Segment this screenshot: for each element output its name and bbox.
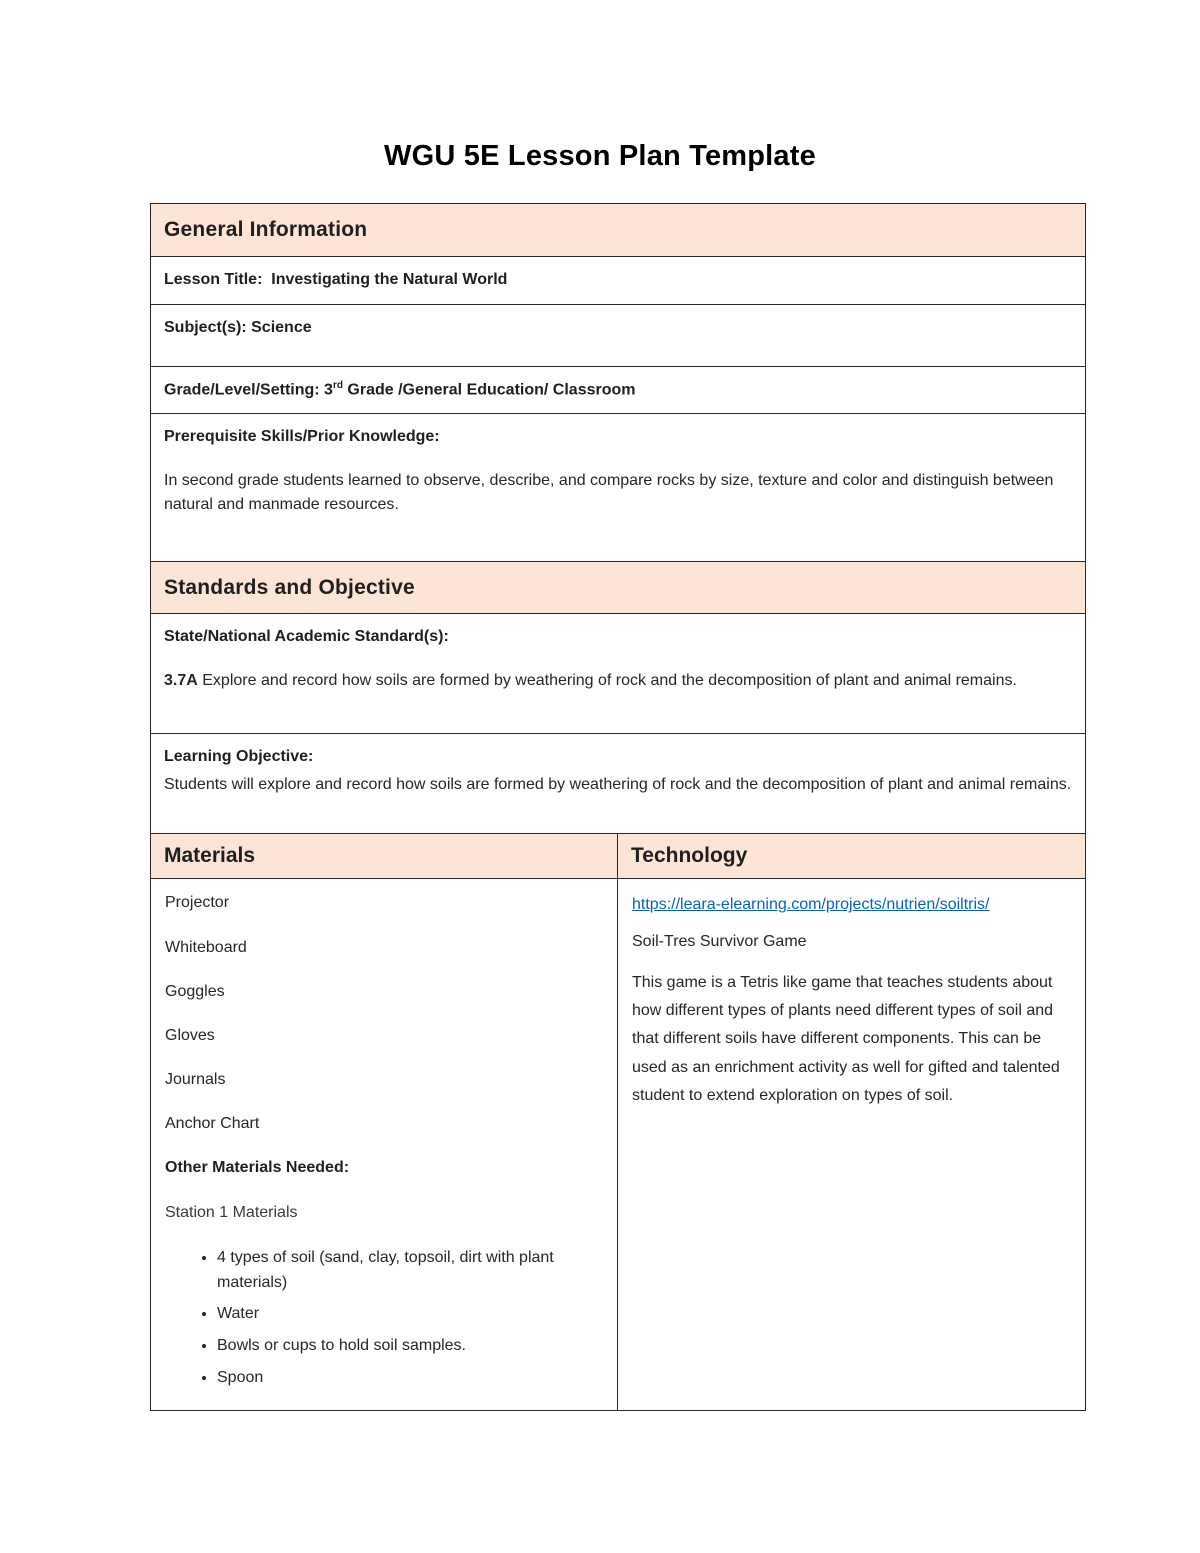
lesson-title-label: Lesson Title: — [164, 270, 263, 288]
subject-value: Science — [251, 318, 312, 336]
station1-item: • Bowls or cups to hold soil samples. — [217, 1334, 562, 1359]
standard-label: State/National Academic Standard(s): — [164, 628, 449, 646]
row-learning-objective — [151, 733, 1085, 833]
grade-value-suffix: Grade /General Education/ Classroom — [342, 380, 636, 398]
row-materials-technology-content — [151, 878, 1085, 1409]
objective-body: Students will explore and record how soils are formed by weathering of rock and the decomposition of plant and animal remains. — [164, 776, 1072, 794]
technology-description: This game is a Tetris like game that teaches students about how different types of plants need different types of soil and that different soils have different components. This can be used as an enrichment activity as well for gifted and talented student to extend exploration on types of soil. — [632, 973, 1060, 1105]
materials-header: Materials — [151, 834, 618, 878]
row-materials-technology-header — [151, 833, 1085, 878]
grade-value-prefix: 3 — [324, 380, 333, 398]
technology-link[interactable]: https://leara-elearning.com/projects/nutrien/soiltris/ — [632, 896, 990, 914]
lesson-title-value: Investigating the Natural World — [271, 270, 508, 288]
document-title: WGU 5E Lesson Plan Template — [384, 140, 816, 172]
standard-code: 3.7A — [164, 672, 198, 690]
section-header-general-information: General Information — [151, 204, 1085, 256]
section-header-standards-objective: Standards and Objective — [151, 561, 1085, 614]
material-item: Gloves — [165, 1026, 215, 1044]
material-item: Anchor Chart — [165, 1115, 260, 1133]
technology-header: Technology — [618, 834, 1085, 878]
other-materials-label: Other Materials Needed: — [165, 1159, 350, 1177]
station1-item: • Water — [217, 1302, 562, 1327]
material-item: Goggles — [165, 982, 225, 1000]
row-state-national-standard — [151, 613, 1085, 733]
station1-item: • Spoon — [217, 1366, 562, 1391]
material-item: Projector — [165, 894, 230, 912]
technology-game-name: Soil-Tres Survivor Game — [632, 932, 807, 950]
prerequisite-label: Prerequisite Skills/Prior Knowledge: — [164, 427, 440, 445]
station1-label: Station 1 Materials — [165, 1203, 298, 1221]
material-item: Whiteboard — [165, 938, 247, 956]
standard-text: Explore and record how soils are formed by weathering of rock and the decomposition of plant and animal remains. — [202, 672, 1017, 690]
station1-materials-list — [165, 1246, 603, 1391]
materials-cell — [151, 879, 618, 1409]
material-item: Journals — [165, 1071, 226, 1089]
lesson-plan-table — [150, 203, 1086, 1411]
row-grade-level-setting — [151, 366, 1085, 413]
grade-ordinal-suffix: rd — [332, 379, 343, 391]
row-lesson-title — [151, 256, 1085, 304]
standard-body — [164, 669, 1064, 693]
technology-cell — [618, 879, 1085, 1409]
grade-label: Grade/Level/Setting: — [164, 380, 320, 398]
row-prerequisite-skills — [151, 413, 1085, 561]
prerequisite-body: In second grade students learned to observe, describe, and compare rocks by size, texture and color and distinguish between natural and manmade resources. — [164, 471, 1054, 513]
subject-label: Subject(s): — [164, 318, 247, 336]
station1-item: • 4 types of soil (sand, clay, topsoil, dirt with plant materials) — [217, 1246, 562, 1296]
objective-label: Learning Objective: — [164, 748, 314, 766]
row-subject — [151, 304, 1085, 366]
